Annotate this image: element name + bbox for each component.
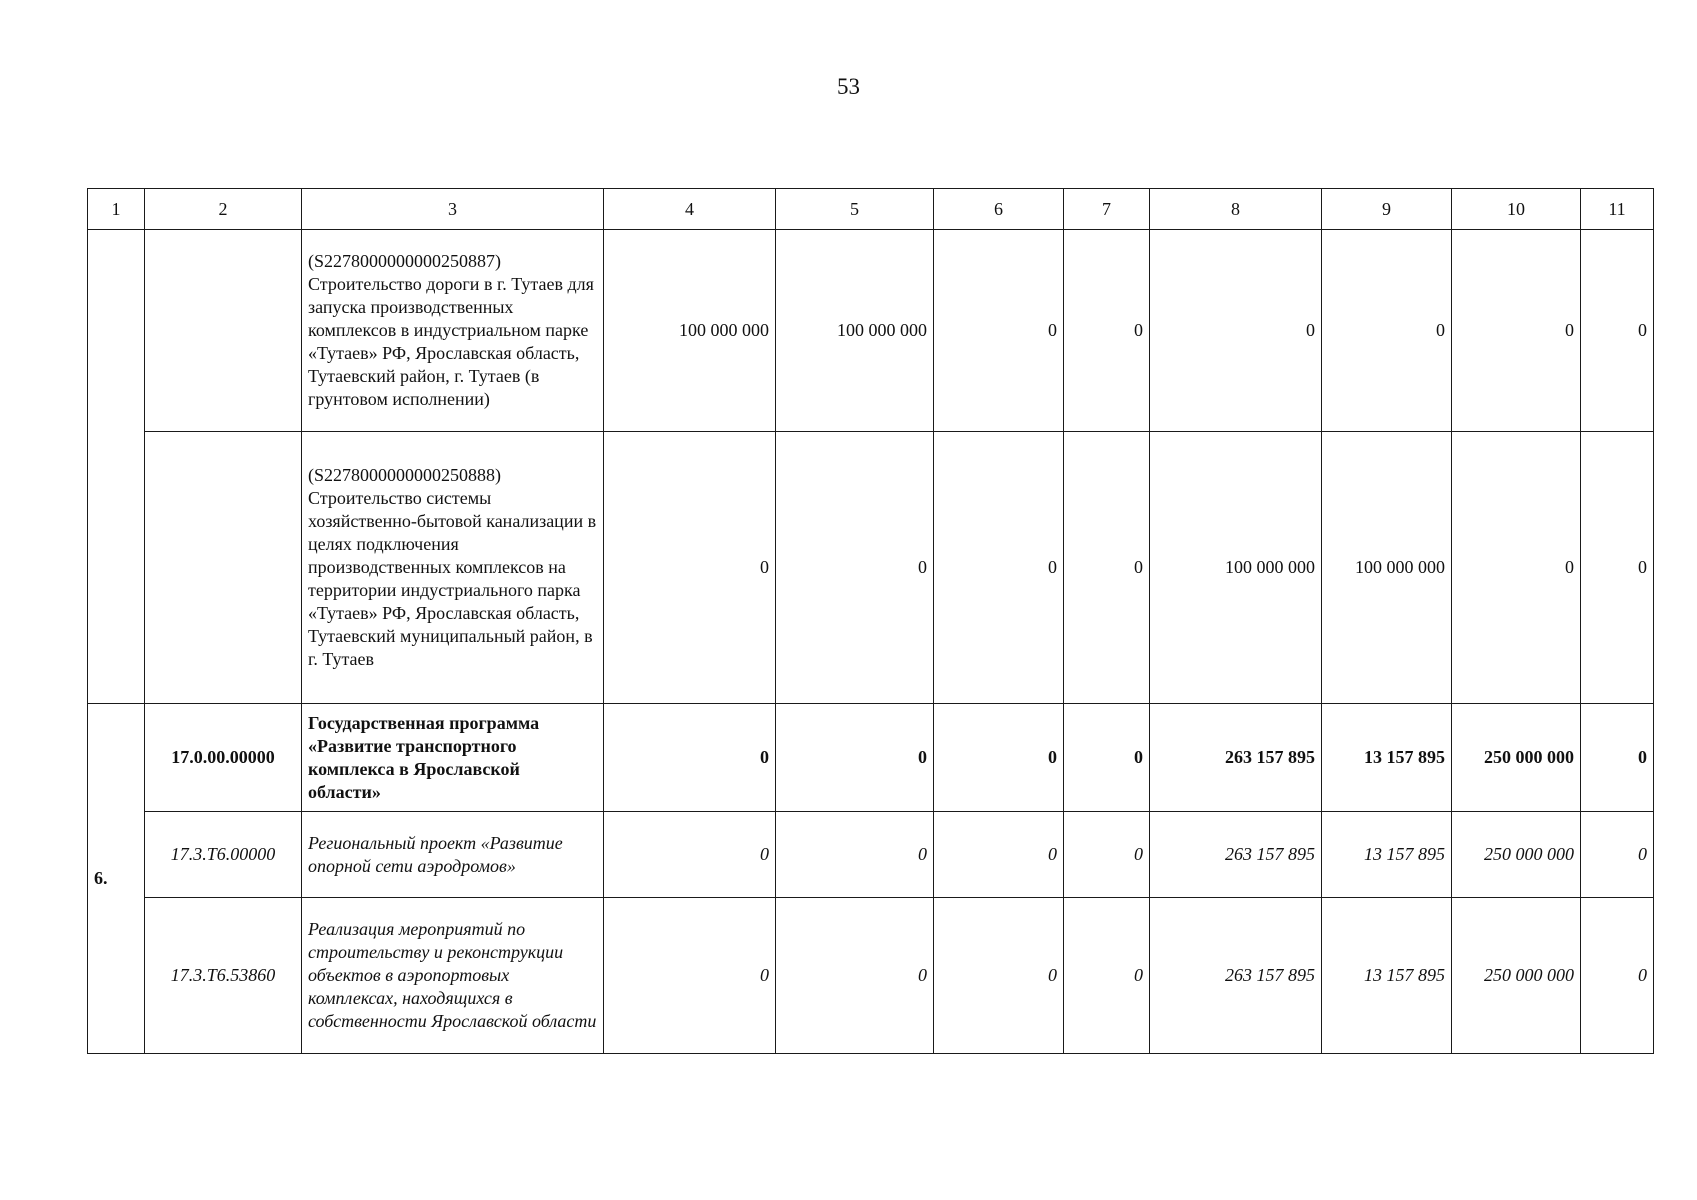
value-cell: 0 <box>776 812 934 898</box>
column-header: 1 <box>88 189 145 230</box>
row-number-cell <box>88 230 145 704</box>
value-cell: 250 000 000 <box>1452 704 1581 812</box>
code-cell <box>145 432 302 704</box>
value-cell: 0 <box>1581 704 1654 812</box>
value-cell: 0 <box>934 898 1064 1054</box>
column-header: 3 <box>302 189 604 230</box>
table-row <box>88 812 1654 898</box>
value-cell: 0 <box>1064 898 1150 1054</box>
value-cell: 0 <box>776 704 934 812</box>
value-cell: 0 <box>1150 230 1322 432</box>
value-cell: 0 <box>1452 432 1581 704</box>
value-cell: 13 157 895 <box>1322 812 1452 898</box>
value-cell: 0 <box>1064 432 1150 704</box>
value-cell: 100 000 000 <box>604 230 776 432</box>
code-cell: 17.3.Т6.53860 <box>145 898 302 1054</box>
value-cell: 0 <box>1581 432 1654 704</box>
value-cell: 100 000 000 <box>1150 432 1322 704</box>
column-header: 9 <box>1322 189 1452 230</box>
description-cell: (S2278000000000250888) Строительство системы хозяйственно-бытовой канализации в целях подключения производственных комплексов на территории индустриального парка «Тутаев» РФ, Ярославская область, Тутаевский муниципальный район, в г. Тутаев <box>302 432 604 704</box>
value-cell: 263 157 895 <box>1150 898 1322 1054</box>
value-cell: 13 157 895 <box>1322 704 1452 812</box>
column-header: 4 <box>604 189 776 230</box>
description-cell: Региональный проект «Развитие опорной сети аэродромов» <box>302 812 604 898</box>
value-cell: 0 <box>1581 898 1654 1054</box>
budget-table <box>87 188 1654 1054</box>
value-cell: 250 000 000 <box>1452 898 1581 1054</box>
value-cell: 0 <box>1322 230 1452 432</box>
page-number: 53 <box>837 74 860 99</box>
column-header: 6 <box>934 189 1064 230</box>
table-row <box>88 898 1654 1054</box>
column-header: 2 <box>145 189 302 230</box>
column-header: 7 <box>1064 189 1150 230</box>
description-cell: (S2278000000000250887) Строительство дороги в г. Тутаев для запуска производственных комплексов в индустриальном парке «Тутаев» РФ, Ярославская область, Тутаевский район, г. Тутаев (в грунтовом исполнении) <box>302 230 604 432</box>
table-header-row <box>88 189 1654 230</box>
value-cell: 0 <box>1064 704 1150 812</box>
code-cell <box>145 230 302 432</box>
value-cell: 250 000 000 <box>1452 812 1581 898</box>
column-header: 11 <box>1581 189 1654 230</box>
table-row <box>88 432 1654 704</box>
value-cell: 0 <box>934 704 1064 812</box>
table-row <box>88 704 1654 812</box>
table-row <box>88 230 1654 432</box>
description-cell: Реализация мероприятий по строительству и реконструкции объектов в аэропортовых комплексах, находящихся в собственности Ярославской области <box>302 898 604 1054</box>
value-cell: 263 157 895 <box>1150 704 1322 812</box>
value-cell: 0 <box>934 812 1064 898</box>
value-cell: 0 <box>934 432 1064 704</box>
column-header: 8 <box>1150 189 1322 230</box>
value-cell: 0 <box>776 898 934 1054</box>
value-cell: 0 <box>1064 230 1150 432</box>
value-cell: 0 <box>604 704 776 812</box>
value-cell: 100 000 000 <box>1322 432 1452 704</box>
value-cell: 0 <box>604 812 776 898</box>
value-cell: 0 <box>1581 812 1654 898</box>
code-cell: 17.0.00.00000 <box>145 704 302 812</box>
description-cell: Государственная программа «Развитие транспортного комплекса в Ярославской области» <box>302 704 604 812</box>
column-header: 10 <box>1452 189 1581 230</box>
value-cell: 0 <box>604 898 776 1054</box>
value-cell: 13 157 895 <box>1322 898 1452 1054</box>
value-cell: 263 157 895 <box>1150 812 1322 898</box>
value-cell: 0 <box>1581 230 1654 432</box>
value-cell: 0 <box>776 432 934 704</box>
value-cell: 0 <box>1064 812 1150 898</box>
value-cell: 100 000 000 <box>776 230 934 432</box>
column-header: 5 <box>776 189 934 230</box>
row-number-cell: 6. <box>88 704 145 1054</box>
value-cell: 0 <box>1452 230 1581 432</box>
code-cell: 17.3.Т6.00000 <box>145 812 302 898</box>
value-cell: 0 <box>604 432 776 704</box>
value-cell: 0 <box>934 230 1064 432</box>
